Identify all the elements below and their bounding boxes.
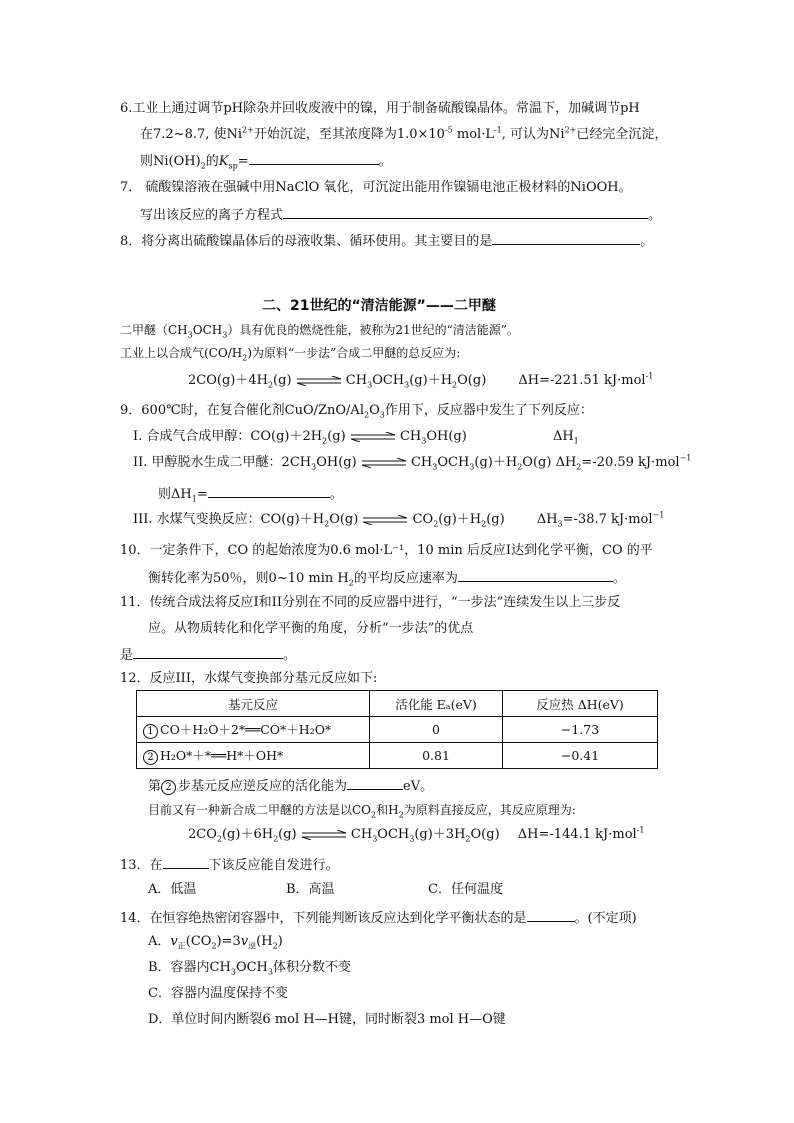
- q11-line2: 应。从物质转化和化学平衡的角度，分析“一步法”的优点: [148, 621, 474, 636]
- total-reaction-equation: $2CO(g)+4H_2(g)$ $CH_3OCH_3(g)+H_2O(g)$ ΔH=-221.51 kJ·mol$^{-1}$: [188, 371, 654, 390]
- q14-option-b[interactable]: B．容器内$CH_3OCH_3$体积分数不变: [148, 960, 351, 977]
- q8-line1: 8．将分离出硫酸镍晶体后的母液收集、循环使用。其主要目的是 。: [120, 231, 653, 251]
- section-title: 二、21世纪的“清洁能源”——二甲醚: [262, 298, 496, 314]
- intro-line1: 二甲醚$(CH_3OCH_3)$具有优良的燃烧性能，被称为21世纪的“清洁能源”。: [120, 323, 519, 340]
- step-number-badge: 1: [143, 724, 158, 739]
- option-c[interactable]: C．任何温度: [428, 882, 503, 897]
- q7-answer-blank[interactable]: [283, 205, 648, 219]
- q9-reaction-2: II. 甲醇脱水生成二甲醚：$2CH_3OH(g)$ $CH_3OCH_3(g)+H_2O(g)$ $\Delta H_2=-20.59$ kJ·mol$^{-1}$: [133, 453, 692, 472]
- option-b[interactable]: B．高温: [286, 882, 335, 897]
- q6-line2: 在7.2~8.7, 使$Ni^{2+}$开始沉淀，至其浓度降为$1.0\times 10^{-5}$ $mol\cdot L^{-1}$, 可认为$Ni^{2+}$已经完全沉淀，: [140, 125, 668, 142]
- table-header: 基元反应: [137, 691, 370, 717]
- q12-answer-blank[interactable]: [347, 776, 403, 790]
- equilibrium-arrow-icon: [350, 432, 396, 442]
- reaction-heat-cell: −0.41: [503, 743, 658, 769]
- table-header: 活化能 Eₐ(eV): [370, 691, 503, 717]
- q9-ask: 则$\Delta H_1=$ 。: [158, 484, 343, 504]
- step-number-badge: 2: [161, 780, 176, 795]
- q11-answer-blank[interactable]: [133, 645, 283, 659]
- co2-reaction-equation: $2CO_2(g)+6H_2(g)$ $CH_3OCH_3(g)+3H_2O(g)$ ΔH=-144.1 kJ·mol$^{-1}$: [188, 825, 645, 844]
- step-number-badge: 2: [143, 750, 158, 765]
- table-row: [137, 717, 658, 743]
- q9-reaction-3: III. 水煤气变换反应：$CO(g)+H_2O(g)$ $CO_2(g)+H_2(g)$ $\Delta H_3=-38.7$ kJ·mol$^{-1}$: [133, 510, 665, 529]
- reaction-cell: 1 CO＋H₂O＋2*══CO*＋H₂O*: [137, 717, 370, 743]
- q11-line3: 是 。: [120, 645, 296, 665]
- intro-line2: 工业上以合成气$(CO/H_2)$为原料“一步法”合成二甲醚的总反应为:: [120, 346, 461, 363]
- elementary-reaction-table: [136, 690, 658, 769]
- q12-line1: 12．反应III，水煤气变换部分基元反应如下:: [120, 671, 378, 686]
- q10-line2: 衡转化率为50％，则0~10 $\min H_2$的平均反应速率为 。: [148, 568, 626, 588]
- q6-line3: 则$Ni(OH)_2$的$K_{sp}=$ 。: [140, 151, 392, 171]
- q12-ask: 第 2 步基元反应逆反应的活化能为 eV。: [148, 776, 433, 796]
- q13-options: [148, 881, 503, 899]
- reaction-heat-cell: −1.73: [503, 717, 658, 743]
- q6-answer-blank[interactable]: [249, 151, 379, 165]
- option-a[interactable]: A．低温: [148, 882, 197, 897]
- new-method-intro: 目前又有一种新合成二甲醚的方法是以$CO_2$和$H_2$为原料直接反应，其反应原理为:: [148, 803, 576, 820]
- q11-line1: 11．传统合成法将反应I和II分别在不同的反应器中进行，“一步法”连续发生以上三步反: [120, 595, 621, 610]
- equilibrium-arrow-icon: [301, 830, 347, 840]
- q7-line2: 写出该反应的离子方程式 。: [140, 205, 661, 225]
- activation-energy-cell: 0: [370, 717, 503, 743]
- q9-reaction-1: I. 合成气合成甲醇：$CO(g)+2H_2(g)$ $CH_3OH(g)$ $\Delta H_1$: [133, 429, 579, 446]
- table-header: 反应热 ΔH(eV): [503, 691, 658, 717]
- reaction-cell: 2 H₂O*＋*══H*＋OH*: [137, 743, 370, 769]
- equilibrium-arrow-icon: [361, 458, 407, 468]
- table-header-row: [137, 691, 658, 717]
- activation-energy-cell: 0.81: [370, 743, 503, 769]
- q9-line1: 9．600℃时，在复合催化剂CuO/$ZnO/Al_2O_3$作用下，反应器中发生了下列反应：: [120, 403, 593, 420]
- table-row: [137, 743, 658, 769]
- q9-answer-blank[interactable]: [208, 484, 330, 498]
- q14-option-c[interactable]: C．容器内温度保持不变: [148, 986, 288, 1001]
- q6-line1: 6.工业上通过调节pH除杂并回收废液中的镍，用于制备硫酸镍晶体。常温下，加碱调节pH: [120, 101, 640, 116]
- equilibrium-arrow-icon: [362, 515, 408, 525]
- q14-answer-blank[interactable]: [527, 908, 575, 922]
- q8-answer-blank[interactable]: [492, 231, 640, 245]
- q14-option-a[interactable]: A．$v_正(CO_2)=3v_逆(H_2)$: [148, 934, 283, 951]
- equilibrium-arrow-icon: [296, 376, 342, 386]
- q7-line1: 7． 硫酸镍溶液在强碱中用NaClO 氧化，可沉淀出能用作镍镉电池正极材料的NiOOH。: [120, 180, 632, 195]
- q10-line1: 10．一定条件下，CO 的起始浓度为0.6 mol·L⁻¹，10 min 后反应I达到化学平衡，CO 的平: [120, 543, 653, 558]
- q14-option-d[interactable]: D．单位时间内断裂6 mol H—H键，同时断裂3 mol H—O键: [148, 1012, 506, 1027]
- q13-answer-blank[interactable]: [163, 855, 209, 869]
- q14-line1: 14．在恒容绝热密闭容器中，下列能判断该反应达到化学平衡状态的是 。(不定项): [120, 908, 637, 928]
- q13-line1: 13．在 下该反应能自发进行。: [120, 855, 339, 875]
- q10-answer-blank[interactable]: [458, 568, 613, 582]
